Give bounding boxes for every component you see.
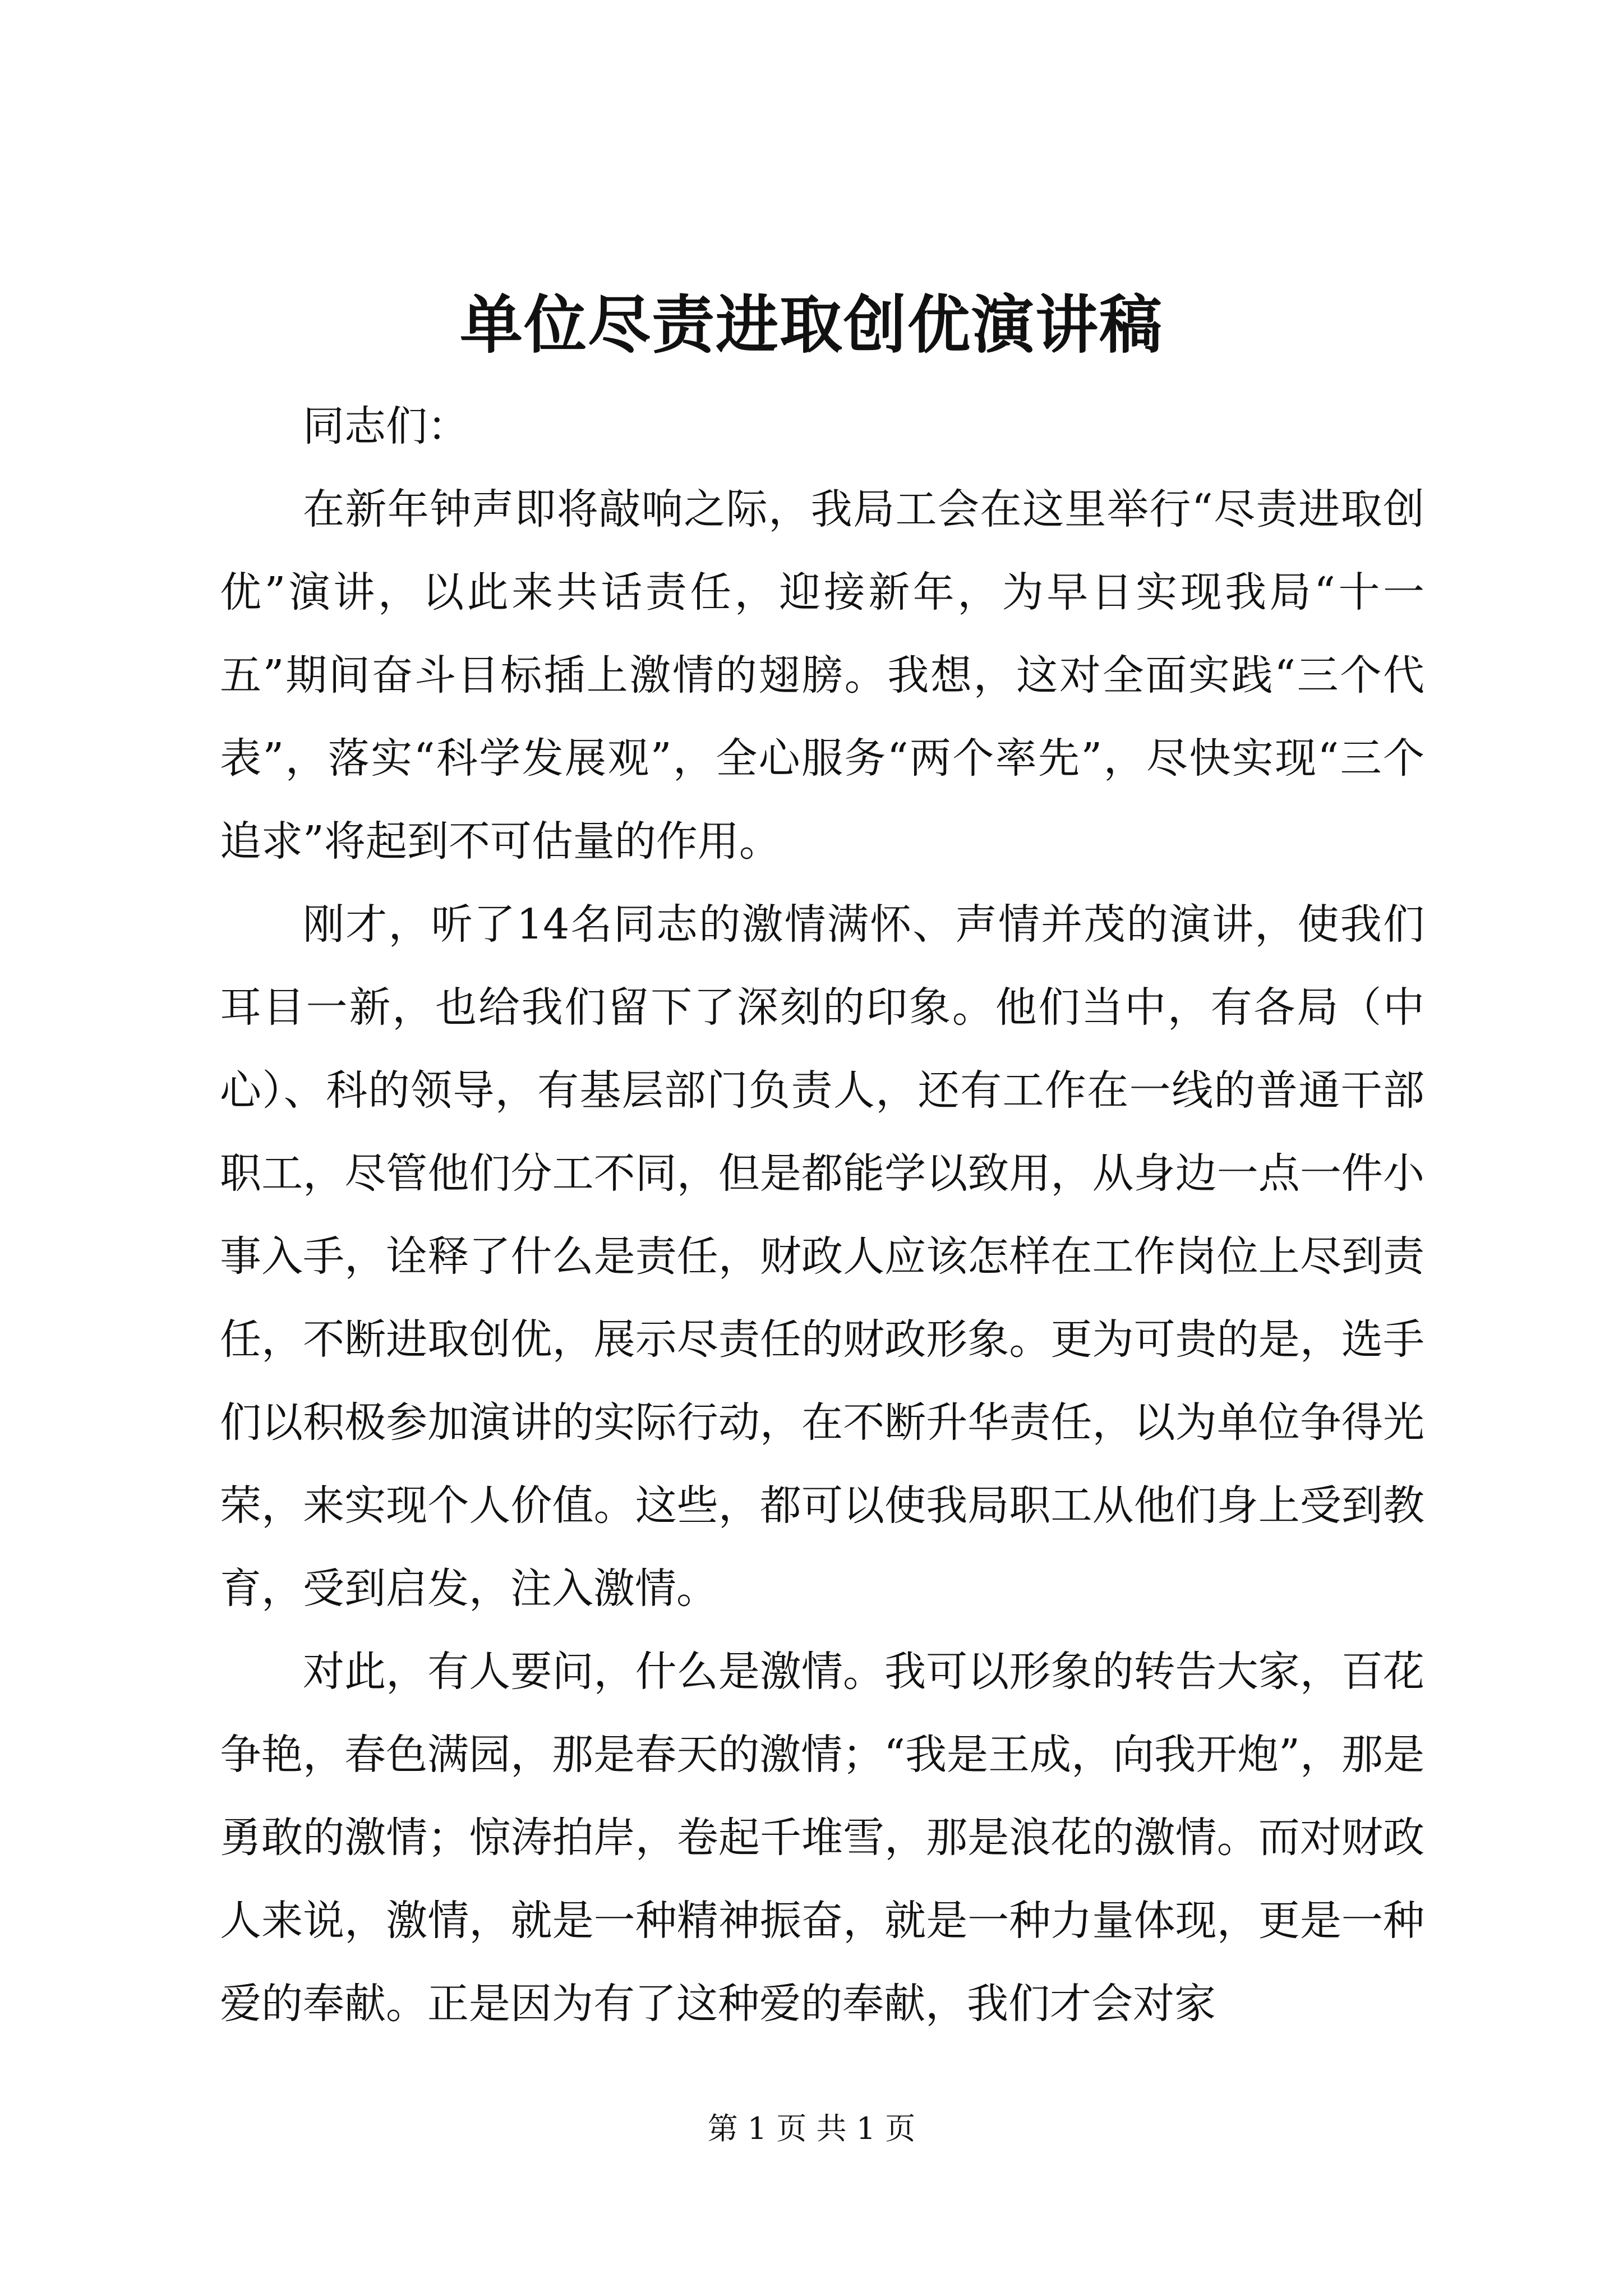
body-paragraph: 对此，有人要问，什么是激情。我可以形象的转告大家，百花争艳，春色满园，那是春天的激情；“我是王成，向我开炮”，那是勇敢的激情；惊涛拍岸，卷起千堆雪，那是浪花的激情。而对财政人来说，激情，就是一种精神振奋，就是一种力量体现，更是一种爱的奉献。正是因为有了这种爱的奉献，我们才会对家 [220,1648,1424,2028]
page-footer: 第 1 页 共 1 页 [707,2111,916,2146]
document-body [220,385,1424,2045]
salutation-paragraph: 同志们： [303,402,469,450]
body-paragraph: 刚才，听了14名同志的激情满怀、声情并茂的演讲，使我们耳目一新，也给我们留下了深刻的印象。他们当中，有各局（中心）、科的领导，有基层部门负责人，还有工作在一线的普通干部职工，尽管他们分工不同，但是都能学以致用，从身边一点一件小事入手，诠释了什么是责任，财政人应该怎样在工作岗位上尽到责任，不断进取创优，展示尽责任的财政形象。更为可贵的是，选手们以积极参加演讲的实际行动，在不断升华责任，以为单位争得光荣，来实现个人价值。这些，都可以使我局职工从他们身上受到教育，受到启发，注入激情。 [220,900,1424,1613]
body-paragraph: 在新年钟声即将敲响之际，我局工会在这里举行“尽责进取创优”演讲，以此来共话责任，迎接新年，为早日实现我局“十一五”期间奋斗目标插上激情的翅膀。我想，这对全面实践“三个代表”，落实“科学发展观”，全心服务“两个率先”，尽快实现“三个追求”将起到不可估量的作用。 [220,485,1424,866]
document-title: 单位尽责进取创优演讲稿 [460,288,1163,362]
